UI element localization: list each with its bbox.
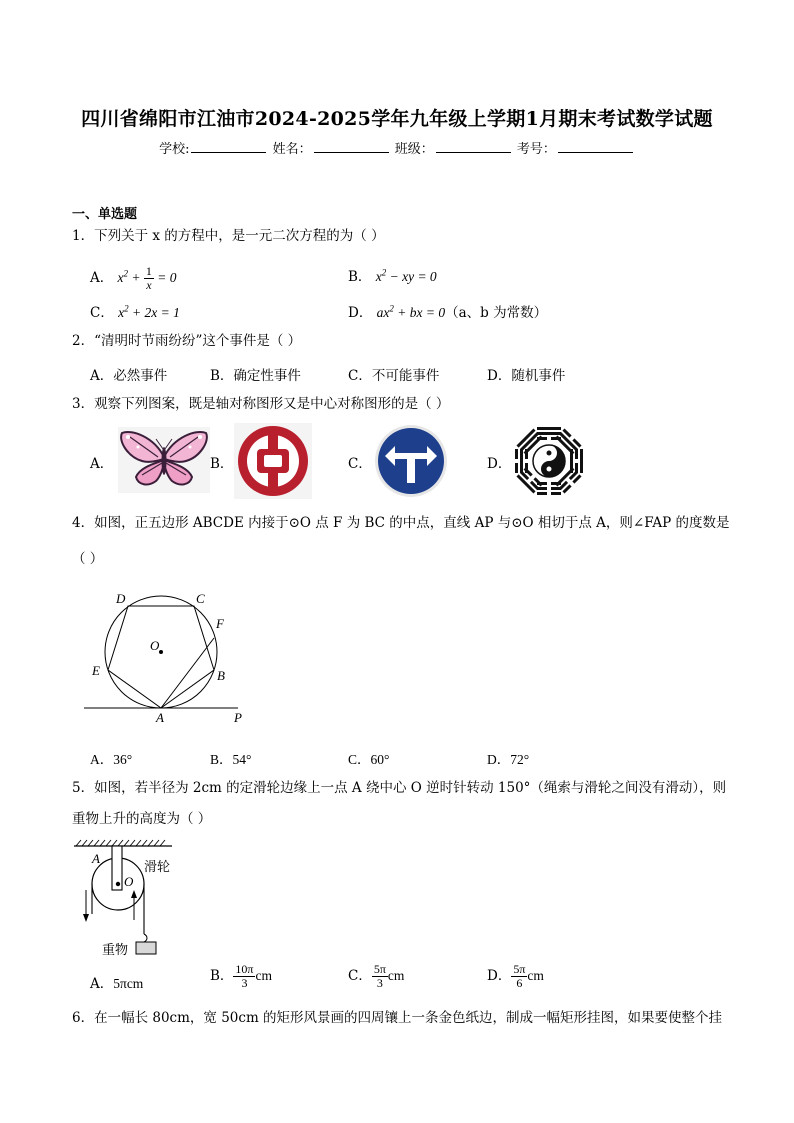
q3-option-d-label[interactable]: D． — [487, 456, 512, 472]
label-O: O — [150, 638, 160, 653]
number-blank[interactable] — [558, 140, 633, 153]
q5-option-a[interactable] — [90, 972, 143, 992]
q2-stem: 2．“清明时节雨纷纷”这个事件是（ ） — [72, 333, 302, 349]
q5-b-label: B． — [210, 968, 234, 984]
label-B: B — [217, 668, 225, 683]
q5-option-c[interactable] — [348, 963, 404, 990]
q5-d-label: D． — [487, 968, 512, 984]
label-C: C — [196, 591, 205, 606]
number-label: 考号： — [516, 142, 556, 157]
q5-d-fraction: $\frac{5\pi}{6}$ — [513, 962, 526, 990]
q4-option-a[interactable]: A．36° — [90, 752, 133, 767]
q5-c-fraction: $\frac{5\pi}{3}$ — [373, 962, 386, 990]
q2-option-c[interactable]: C．不可能事件 — [348, 368, 440, 384]
q1-d-note: （a、b 为常数） — [445, 305, 548, 321]
student-info-line — [0, 138, 794, 157]
q5-b-unit: cm — [255, 968, 272, 983]
q1-option-b[interactable] — [348, 265, 437, 285]
q4-option-d[interactable]: D．72° — [487, 752, 530, 767]
q1-option-d[interactable] — [348, 301, 547, 321]
q5-stem-line1: 5．如图，若半径为 2cm 的定滑轮边缘上一点 A 绕中心 O 逆时针转动 150°（绳索与滑轮之间没有滑动），则 — [72, 780, 727, 796]
q2-option-b[interactable]: B．确定性事件 — [210, 368, 301, 384]
q3-stem: 3．观察下列图案，既是轴对称图形又是中心对称图形的是（ ） — [72, 396, 450, 412]
q5-d-unit: cm — [527, 968, 544, 983]
weight-label: 重物 — [102, 943, 129, 958]
q5-c-label: C． — [348, 968, 372, 984]
q4-option-c[interactable]: C．60° — [348, 752, 390, 767]
q1-d-math: $ax^2$ + bx = 0 — [376, 303, 446, 320]
class-blank[interactable] — [436, 140, 511, 153]
q4-stem-line1: 4．如图，正五边形 ABCDE 内接于⊙O 点 F 为 BC 的中点，直线 AP 与⊙O 相切于点 A，则∠FAP 的度数是 — [72, 515, 730, 531]
q1-option-a[interactable]: A． $x^2$ + $\frac{1}{x}$ = 0 — [90, 264, 177, 292]
q3-option-b-label[interactable]: B． — [210, 456, 234, 472]
q3-option-c-label[interactable]: C． — [348, 456, 372, 472]
q5-a-label: A． — [90, 976, 114, 992]
label-O: O — [124, 874, 134, 889]
school-blank[interactable] — [191, 140, 266, 153]
q1-option-c[interactable] — [90, 301, 180, 321]
pentagon-circle-figure — [80, 588, 250, 728]
pulley-figure — [72, 838, 192, 960]
q1-a-fraction: $\frac{1}{x}$ — [145, 264, 152, 292]
q1-b-label: B． — [348, 269, 372, 285]
bagua-taiji-image — [513, 425, 585, 497]
q5-option-b[interactable] — [210, 963, 272, 990]
q1-a-math: $x^2$ + — [117, 268, 144, 285]
q5-b-fraction: $\frac{10\pi}{3}$ — [235, 962, 254, 990]
q2-option-a[interactable]: A．必然事件 — [90, 368, 168, 384]
exam-title: 四川省绵阳市江油市2024-2025学年九年级上学期1月期末考试数学试题 — [81, 108, 713, 130]
q3-option-a-label[interactable]: A． — [90, 456, 114, 472]
label-A: A — [92, 851, 100, 866]
q4-option-b[interactable]: B．54° — [210, 752, 252, 767]
q1-stem: 1．下列关于 x 的方程中，是一元二次方程的为（ ） — [72, 228, 385, 244]
section-heading: 一、单选题 — [72, 207, 138, 222]
name-label: 姓名： — [272, 142, 312, 157]
butterfly-image — [118, 427, 210, 493]
q1-d-label: D． — [348, 305, 373, 321]
label-E: E — [92, 663, 100, 678]
name-blank[interactable] — [314, 140, 389, 153]
q2-option-d[interactable]: D．随机事件 — [487, 368, 566, 384]
bank-of-china-logo — [234, 423, 312, 499]
q5-a-value: 5πcm — [113, 976, 144, 991]
q5-stem-line2: 重物上升的高度为（ ） — [72, 811, 212, 827]
label-F: F — [216, 616, 224, 631]
q1-a-label: A． — [90, 270, 114, 286]
q4-stem-line2: （ ） — [72, 551, 104, 567]
q1-b-math: $x^2$ − xy = 0 — [375, 267, 437, 284]
pulley-label: 滑轮 — [144, 860, 171, 875]
class-label: 班级： — [394, 142, 434, 157]
q1-c-label: C． — [90, 305, 114, 321]
label-A: A — [156, 710, 164, 725]
school-label: 学校: — [159, 142, 190, 157]
label-D: D — [116, 591, 126, 606]
q1-c-math: $x^2 + 2x = 1$ — [118, 303, 180, 320]
q5-c-unit: cm — [387, 968, 405, 983]
q6-stem: 6．在一幅长 80cm，宽 50cm 的矩形风景画的四周镶上一条金色纸边，制成一幅矩形挂图，如果要使整个挂 — [72, 1010, 723, 1026]
traffic-sign-image — [373, 424, 449, 498]
label-P: P — [234, 710, 242, 725]
q5-option-d[interactable] — [487, 963, 544, 990]
